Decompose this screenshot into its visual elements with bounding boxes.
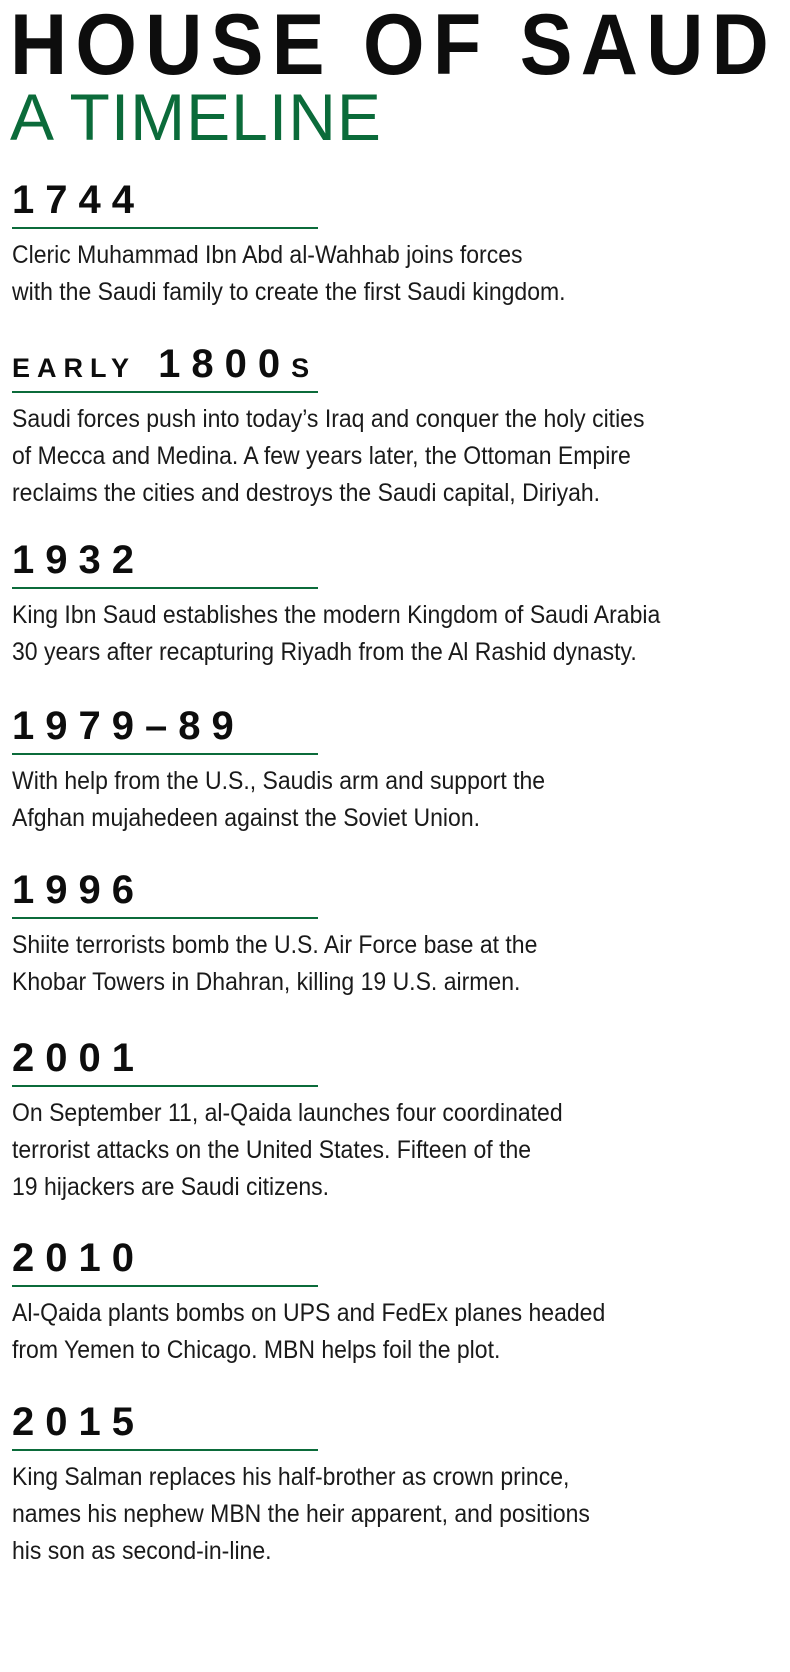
- timeline-description: With help from the U.S., Saudis arm and support the Afghan mujahedeen against the Soviet Union.: [12, 767, 546, 832]
- year-divider: [12, 917, 318, 919]
- timeline-description: King Salman replaces his half-brother as crown prince, names his nephew MBN the heir apparent, and positions his son as second-in-line.: [12, 1463, 590, 1565]
- timeline-description: King Ibn Saud establishes the modern Kingdom of Saudi Arabia 30 years after recapturing Riyadh from the Al Rashid dynasty.: [12, 601, 661, 666]
- timeline-year: 1979–89: [12, 704, 245, 748]
- year-main: 1800: [158, 342, 292, 386]
- timeline-entry-2010: [12, 1238, 782, 1369]
- timeline-description: Cleric Muhammad Ibn Abd al-Wahhab joins forces with the Saudi family to create the first Saudi kingdom.: [12, 241, 566, 306]
- timeline-entry-early-1800s: [12, 344, 782, 512]
- timeline-year: 1932: [12, 538, 145, 582]
- timeline-year: 2015: [12, 1400, 145, 1444]
- timeline-entry-1979-89: [12, 706, 782, 837]
- page-subtitle: A TIMELINE: [10, 80, 382, 154]
- year-divider: [12, 1449, 318, 1451]
- timeline-description: Shiite terrorists bomb the U.S. Air Force base at the Khobar Towers in Dhahran, killing 19 U.S. airmen.: [12, 931, 538, 996]
- timeline-description: Al-Qaida plants bombs on UPS and FedEx planes headed from Yemen to Chicago. MBN helps foil the plot.: [12, 1299, 606, 1364]
- timeline-entry-2015: [12, 1402, 782, 1570]
- year-divider: [12, 753, 318, 755]
- timeline-year: 1744: [12, 178, 145, 222]
- timeline-entry-1932: [12, 540, 782, 671]
- timeline-year: [12, 344, 782, 384]
- timeline-entry-2001: [12, 1038, 782, 1206]
- year-divider: [12, 1085, 318, 1087]
- year-divider: [12, 391, 318, 393]
- year-divider: [12, 1285, 318, 1287]
- timeline-year: 1996: [12, 868, 145, 912]
- year-divider: [12, 227, 318, 229]
- timeline-year: 2001: [12, 1036, 145, 1080]
- year-prefix: EARLY: [12, 353, 137, 383]
- page-title: HOUSE OF SAUD: [10, 0, 778, 93]
- timeline-description: Saudi forces push into today’s Iraq and conquer the holy cities of Mecca and Medina. A few years later, the Ottoman Empire reclaims the cities and destroys the Saudi capital, Diriyah.: [12, 405, 645, 507]
- year-divider: [12, 587, 318, 589]
- timeline-year: 2010: [12, 1236, 145, 1280]
- year-suffix: S: [291, 353, 317, 383]
- timeline-entry-1996: [12, 870, 782, 1001]
- timeline-entry-1744: [12, 180, 782, 311]
- timeline-description: On September 11, al-Qaida launches four coordinated terrorist attacks on the United States. Fifteen of the 19 hijackers are Saudi citizens.: [12, 1099, 563, 1201]
